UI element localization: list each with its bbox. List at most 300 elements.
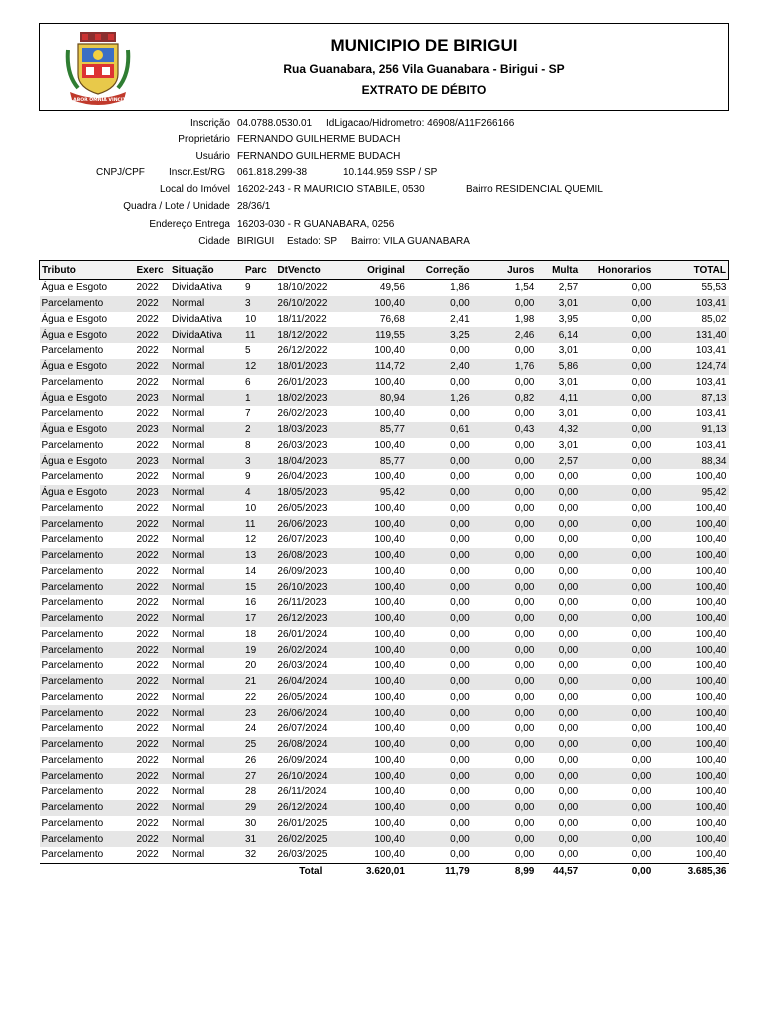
cell-tributo: Água e Esgoto [40, 312, 135, 328]
cell-multa: 3,01 [536, 343, 580, 359]
cell-juros: 0,00 [472, 690, 537, 706]
cell-parc: 9 [243, 280, 275, 296]
total-row [40, 863, 729, 880]
table-row [40, 627, 729, 643]
cell-situacao: Normal [170, 343, 243, 359]
cell-exerc: 2022 [134, 469, 169, 485]
col-header-juros: Juros [472, 261, 537, 280]
cell-original: 85,77 [346, 422, 407, 438]
cell-correcao: 0,00 [407, 642, 472, 658]
cell-exerc: 2022 [134, 784, 169, 800]
table-row [40, 280, 729, 296]
cell-situacao: Normal [170, 705, 243, 721]
cell-dtvencto: 26/03/2024 [275, 658, 346, 674]
cell-situacao: DividaAtiva [170, 327, 243, 343]
table-row [40, 516, 729, 532]
cell-tributo: Parcelamento [40, 564, 135, 580]
table-row [40, 690, 729, 706]
cell-tributo: Parcelamento [40, 469, 135, 485]
cell-situacao: Normal [170, 737, 243, 753]
cell-dtvencto: 18/01/2023 [275, 359, 346, 375]
cell-situacao: Normal [170, 658, 243, 674]
cell-total: 95,42 [653, 485, 728, 501]
cell-correcao: 0,00 [407, 343, 472, 359]
cidade-value: BIRIGUI [237, 236, 275, 247]
col-header-total: TOTAL [653, 261, 728, 280]
cell-total: 103,41 [653, 438, 728, 454]
cell-honorarios: 0,00 [580, 721, 653, 737]
table-row [40, 768, 729, 784]
cell-correcao: 0,00 [407, 800, 472, 816]
cell-multa: 2,57 [536, 453, 580, 469]
cell-juros: 0,43 [472, 422, 537, 438]
cell-honorarios: 0,00 [580, 690, 653, 706]
bairro-imovel-value: Bairro RESIDENCIAL QUEMIL [466, 184, 603, 195]
cell-total: 100,40 [653, 721, 728, 737]
table-row [40, 674, 729, 690]
cell-situacao: Normal [170, 532, 243, 548]
cell-original: 100,40 [346, 642, 407, 658]
table-row [40, 816, 729, 832]
cell-exerc: 2022 [134, 816, 169, 832]
total-label: Total [40, 863, 347, 880]
cell-total: 100,40 [653, 753, 728, 769]
cell-dtvencto: 26/12/2024 [275, 800, 346, 816]
cell-multa: 0,00 [536, 469, 580, 485]
cell-tributo: Água e Esgoto [40, 422, 135, 438]
cell-honorarios: 0,00 [580, 737, 653, 753]
document-header [39, 23, 729, 111]
table-row [40, 611, 729, 627]
cell-multa: 0,00 [536, 611, 580, 627]
cell-dtvencto: 26/11/2023 [275, 595, 346, 611]
cell-total: 88,34 [653, 453, 728, 469]
cell-tributo: Parcelamento [40, 658, 135, 674]
cell-multa: 0,00 [536, 784, 580, 800]
cell-tributo: Água e Esgoto [40, 453, 135, 469]
cell-original: 100,40 [346, 674, 407, 690]
cell-original: 85,77 [346, 453, 407, 469]
cell-exerc: 2022 [134, 674, 169, 690]
cell-correcao: 0,00 [407, 296, 472, 312]
cell-dtvencto: 26/02/2025 [275, 831, 346, 847]
table-row [40, 658, 729, 674]
cell-original: 114,72 [346, 359, 407, 375]
cell-juros: 2,46 [472, 327, 537, 343]
cell-total: 100,40 [653, 705, 728, 721]
cell-situacao: Normal [170, 627, 243, 643]
cell-original: 100,40 [346, 406, 407, 422]
cell-juros: 0,00 [472, 438, 537, 454]
cell-parc: 9 [243, 469, 275, 485]
cell-exerc: 2022 [134, 642, 169, 658]
cell-total: 100,40 [653, 800, 728, 816]
total-juros: 8,99 [472, 863, 537, 880]
cell-situacao: Normal [170, 674, 243, 690]
cell-exerc: 2023 [134, 485, 169, 501]
rg-value: 10.144.959 SSP / SP [343, 167, 438, 178]
cell-multa: 0,00 [536, 847, 580, 863]
cell-original: 100,40 [346, 564, 407, 580]
table-row [40, 422, 729, 438]
cell-situacao: Normal [170, 375, 243, 391]
cell-honorarios: 0,00 [580, 390, 653, 406]
cell-juros: 0,00 [472, 595, 537, 611]
cell-honorarios: 0,00 [580, 280, 653, 296]
cell-correcao: 0,00 [407, 784, 472, 800]
cell-juros: 0,00 [472, 548, 537, 564]
cell-honorarios: 0,00 [580, 422, 653, 438]
cell-tributo: Parcelamento [40, 847, 135, 863]
cell-juros: 0,00 [472, 564, 537, 580]
cell-multa: 3,01 [536, 406, 580, 422]
cell-original: 100,40 [346, 690, 407, 706]
cell-situacao: Normal [170, 390, 243, 406]
cell-original: 100,40 [346, 768, 407, 784]
proprietario-value: FERNANDO GUILHERME BUDACH [237, 134, 401, 145]
cell-correcao: 0,00 [407, 690, 472, 706]
cell-honorarios: 0,00 [580, 327, 653, 343]
cell-original: 100,40 [346, 753, 407, 769]
cell-honorarios: 0,00 [580, 642, 653, 658]
table-row [40, 753, 729, 769]
cell-parc: 11 [243, 327, 275, 343]
cell-exerc: 2022 [134, 532, 169, 548]
cell-juros: 0,82 [472, 390, 537, 406]
usuario-label: Usuário [195, 151, 230, 162]
cell-honorarios: 0,00 [580, 564, 653, 580]
cell-honorarios: 0,00 [580, 532, 653, 548]
table-row [40, 831, 729, 847]
cell-multa: 0,00 [536, 642, 580, 658]
cell-multa: 0,00 [536, 501, 580, 517]
cell-correcao: 0,00 [407, 737, 472, 753]
cell-total: 100,40 [653, 847, 728, 863]
document-subtitle: EXTRATO DE DÉBITO [361, 83, 487, 97]
cell-situacao: Normal [170, 595, 243, 611]
cell-total: 103,41 [653, 406, 728, 422]
table-row [40, 453, 729, 469]
cell-multa: 6,14 [536, 327, 580, 343]
cell-exerc: 2022 [134, 579, 169, 595]
cell-dtvencto: 26/10/2022 [275, 296, 346, 312]
cell-juros: 0,00 [472, 627, 537, 643]
cell-juros: 0,00 [472, 375, 537, 391]
cell-dtvencto: 18/03/2023 [275, 422, 346, 438]
cidade-label: Cidade [198, 236, 230, 247]
cell-dtvencto: 26/04/2023 [275, 469, 346, 485]
cell-situacao: Normal [170, 516, 243, 532]
cell-correcao: 0,61 [407, 422, 472, 438]
cell-dtvencto: 26/02/2024 [275, 642, 346, 658]
cell-parc: 21 [243, 674, 275, 690]
cell-multa: 3,01 [536, 375, 580, 391]
cell-parc: 28 [243, 784, 275, 800]
cell-multa: 4,32 [536, 422, 580, 438]
cell-situacao: Normal [170, 548, 243, 564]
table-row [40, 343, 729, 359]
table-row [40, 438, 729, 454]
cell-parc: 24 [243, 721, 275, 737]
cell-honorarios: 0,00 [580, 800, 653, 816]
cell-total: 100,40 [653, 579, 728, 595]
cell-parc: 29 [243, 800, 275, 816]
cell-original: 100,40 [346, 343, 407, 359]
cell-parc: 32 [243, 847, 275, 863]
cell-multa: 0,00 [536, 831, 580, 847]
cell-exerc: 2022 [134, 627, 169, 643]
cell-parc: 17 [243, 611, 275, 627]
cell-correcao: 0,00 [407, 406, 472, 422]
cell-total: 100,40 [653, 831, 728, 847]
cell-parc: 2 [243, 422, 275, 438]
total-original: 3.620,01 [346, 863, 407, 880]
cell-multa: 0,00 [536, 753, 580, 769]
col-header-parc: Parc [243, 261, 275, 280]
cell-original: 100,40 [346, 548, 407, 564]
cell-juros: 0,00 [472, 768, 537, 784]
cell-tributo: Água e Esgoto [40, 485, 135, 501]
cell-original: 100,40 [346, 296, 407, 312]
cell-dtvencto: 26/09/2024 [275, 753, 346, 769]
table-row [40, 548, 729, 564]
cell-dtvencto: 26/09/2023 [275, 564, 346, 580]
municipality-address: Rua Guanabara, 256 Vila Guanabara - Birigui - SP [283, 62, 565, 76]
cell-honorarios: 0,00 [580, 343, 653, 359]
cell-exerc: 2022 [134, 611, 169, 627]
cell-original: 100,40 [346, 375, 407, 391]
page-title: MUNICIPIO DE BIRIGUI [330, 36, 518, 55]
cell-dtvencto: 26/11/2024 [275, 784, 346, 800]
cell-multa: 0,00 [536, 705, 580, 721]
cell-original: 100,40 [346, 705, 407, 721]
cell-tributo: Parcelamento [40, 611, 135, 627]
cell-tributo: Parcelamento [40, 375, 135, 391]
cell-multa: 0,00 [536, 595, 580, 611]
cell-tributo: Parcelamento [40, 831, 135, 847]
cell-exerc: 2022 [134, 753, 169, 769]
table-row [40, 737, 729, 753]
cell-honorarios: 0,00 [580, 438, 653, 454]
cell-original: 100,40 [346, 469, 407, 485]
cell-multa: 0,00 [536, 816, 580, 832]
cell-multa: 0,00 [536, 768, 580, 784]
cell-total: 100,40 [653, 516, 728, 532]
cell-juros: 1,54 [472, 280, 537, 296]
table-row [40, 327, 729, 343]
cell-total: 100,40 [653, 690, 728, 706]
cell-parc: 16 [243, 595, 275, 611]
cell-correcao: 0,00 [407, 658, 472, 674]
cell-dtvencto: 26/01/2023 [275, 375, 346, 391]
cell-parc: 15 [243, 579, 275, 595]
cell-parc: 12 [243, 359, 275, 375]
cell-exerc: 2022 [134, 438, 169, 454]
table-row [40, 800, 729, 816]
table-row [40, 312, 729, 328]
cell-tributo: Parcelamento [40, 690, 135, 706]
cell-total: 100,40 [653, 564, 728, 580]
cell-multa: 0,00 [536, 674, 580, 690]
cell-juros: 0,00 [472, 784, 537, 800]
cell-parc: 7 [243, 406, 275, 422]
table-row [40, 375, 729, 391]
cell-correcao: 0,00 [407, 516, 472, 532]
cell-exerc: 2022 [134, 359, 169, 375]
cell-situacao: Normal [170, 721, 243, 737]
cell-correcao: 0,00 [407, 438, 472, 454]
cell-juros: 0,00 [472, 516, 537, 532]
cell-original: 100,40 [346, 816, 407, 832]
cell-juros: 1,76 [472, 359, 537, 375]
inscricao-label: Inscrição [189, 118, 230, 129]
cell-correcao: 0,00 [407, 721, 472, 737]
cell-exerc: 2022 [134, 280, 169, 296]
col-header-honorarios: Honorarios [580, 261, 653, 280]
cell-correcao: 2,40 [407, 359, 472, 375]
cell-dtvencto: 26/06/2023 [275, 516, 346, 532]
cell-honorarios: 0,00 [580, 375, 653, 391]
cell-parc: 6 [243, 375, 275, 391]
table-row [40, 847, 729, 863]
cell-total: 100,40 [653, 784, 728, 800]
table-row [40, 390, 729, 406]
cell-parc: 10 [243, 312, 275, 328]
cell-original: 100,40 [346, 611, 407, 627]
cell-total: 100,40 [653, 658, 728, 674]
table-header-row [40, 261, 729, 280]
cell-exerc: 2022 [134, 343, 169, 359]
cell-parc: 12 [243, 532, 275, 548]
cell-exerc: 2023 [134, 390, 169, 406]
cell-honorarios: 0,00 [580, 359, 653, 375]
cell-correcao: 2,41 [407, 312, 472, 328]
col-header-situacao: Situação [170, 261, 243, 280]
cell-tributo: Parcelamento [40, 343, 135, 359]
cell-situacao: Normal [170, 784, 243, 800]
cell-dtvencto: 18/11/2022 [275, 312, 346, 328]
quadra-label: Quadra / Lote / Unidade [123, 201, 230, 212]
cell-total: 103,41 [653, 296, 728, 312]
cnpj-label: CNPJ/CPF [96, 167, 145, 178]
cell-dtvencto: 26/04/2024 [275, 674, 346, 690]
cell-original: 100,40 [346, 800, 407, 816]
cell-multa: 0,00 [536, 564, 580, 580]
cell-tributo: Parcelamento [40, 548, 135, 564]
cell-juros: 0,00 [472, 469, 537, 485]
cell-juros: 0,00 [472, 532, 537, 548]
cell-tributo: Água e Esgoto [40, 359, 135, 375]
cell-multa: 0,00 [536, 737, 580, 753]
cell-total: 103,41 [653, 343, 728, 359]
cell-correcao: 0,00 [407, 532, 472, 548]
cell-total: 100,40 [653, 816, 728, 832]
debt-table [39, 260, 729, 880]
cell-tributo: Parcelamento [40, 800, 135, 816]
cell-multa: 2,57 [536, 280, 580, 296]
cell-original: 80,94 [346, 390, 407, 406]
cell-total: 100,40 [653, 595, 728, 611]
cell-honorarios: 0,00 [580, 611, 653, 627]
cell-juros: 0,00 [472, 721, 537, 737]
cell-tributo: Parcelamento [40, 753, 135, 769]
cell-juros: 0,00 [472, 579, 537, 595]
cell-exerc: 2022 [134, 705, 169, 721]
cell-situacao: Normal [170, 642, 243, 658]
cell-juros: 0,00 [472, 800, 537, 816]
cell-exerc: 2022 [134, 658, 169, 674]
cell-parc: 3 [243, 453, 275, 469]
cell-situacao: Normal [170, 753, 243, 769]
inscricao-value: 04.0788.0530.01 [237, 118, 313, 129]
cell-total: 100,40 [653, 642, 728, 658]
cell-parc: 25 [243, 737, 275, 753]
cell-juros: 0,00 [472, 674, 537, 690]
cell-original: 100,40 [346, 501, 407, 517]
cell-total: 100,40 [653, 674, 728, 690]
cell-juros: 0,00 [472, 705, 537, 721]
cell-honorarios: 0,00 [580, 753, 653, 769]
cell-multa: 3,01 [536, 438, 580, 454]
cell-dtvencto: 26/05/2024 [275, 690, 346, 706]
cell-parc: 1 [243, 390, 275, 406]
cell-exerc: 2022 [134, 501, 169, 517]
cell-parc: 20 [243, 658, 275, 674]
cell-tributo: Parcelamento [40, 642, 135, 658]
cell-exerc: 2022 [134, 721, 169, 737]
cell-multa: 0,00 [536, 579, 580, 595]
cell-original: 100,40 [346, 595, 407, 611]
cell-correcao: 0,00 [407, 611, 472, 627]
table-row [40, 705, 729, 721]
cell-juros: 0,00 [472, 847, 537, 863]
cell-tributo: Parcelamento [40, 406, 135, 422]
cell-dtvencto: 26/06/2024 [275, 705, 346, 721]
cell-dtvencto: 26/10/2024 [275, 768, 346, 784]
cell-original: 100,40 [346, 438, 407, 454]
cell-tributo: Parcelamento [40, 595, 135, 611]
cell-situacao: Normal [170, 564, 243, 580]
cell-situacao: Normal [170, 800, 243, 816]
cell-situacao: Normal [170, 453, 243, 469]
cell-tributo: Parcelamento [40, 674, 135, 690]
cell-dtvencto: 26/03/2023 [275, 438, 346, 454]
cell-tributo: Parcelamento [40, 438, 135, 454]
table-row [40, 359, 729, 375]
cell-situacao: DividaAtiva [170, 312, 243, 328]
cell-correcao: 0,00 [407, 674, 472, 690]
cell-dtvencto: 18/12/2022 [275, 327, 346, 343]
total-honorarios: 0,00 [580, 863, 653, 880]
cell-honorarios: 0,00 [580, 548, 653, 564]
cell-situacao: DividaAtiva [170, 280, 243, 296]
table-row [40, 532, 729, 548]
cell-parc: 8 [243, 438, 275, 454]
cell-honorarios: 0,00 [580, 469, 653, 485]
idligacao-value: IdLigacao/Hidrometro: 46908/A11F266166 [326, 118, 515, 129]
inscr-est-label: Inscr.Est/RG [169, 167, 226, 178]
cell-tributo: Parcelamento [40, 501, 135, 517]
cell-juros: 0,00 [472, 737, 537, 753]
cell-correcao: 0,00 [407, 469, 472, 485]
cell-correcao: 0,00 [407, 548, 472, 564]
cell-situacao: Normal [170, 469, 243, 485]
cell-correcao: 0,00 [407, 847, 472, 863]
cell-multa: 0,00 [536, 627, 580, 643]
table-row [40, 296, 729, 312]
cell-juros: 1,98 [472, 312, 537, 328]
cell-honorarios: 0,00 [580, 579, 653, 595]
